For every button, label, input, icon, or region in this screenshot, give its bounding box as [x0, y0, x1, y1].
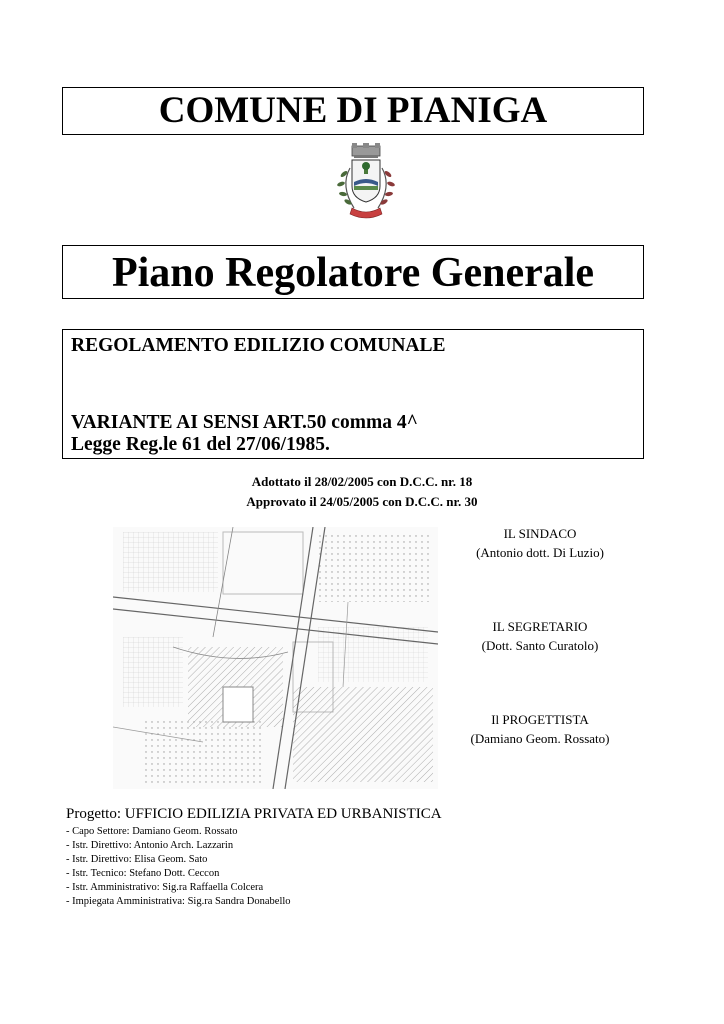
staff-item: - Istr. Tecnico: Stefano Dott. Ceccon [66, 868, 220, 879]
approval-date: Approvato il 24/05/2005 con D.C.C. nr. 30 [246, 494, 478, 509]
signatory-name: (Damiano Geom. Rossato) [470, 731, 610, 746]
signatory-designer [455, 710, 625, 748]
plan-title: Piano Regolatore Generale [111, 250, 595, 296]
staff-item: - Capo Settore: Damiano Geom. Rossato [66, 826, 238, 837]
staff-item: - Impiegata Amministrativa: Sig.ra Sandra Donabello [66, 896, 291, 907]
signatory-role: IL SEGRETARIO [492, 619, 588, 634]
staff-list [66, 825, 291, 909]
municipality-title: COMUNE DI PIANIGA [158, 90, 548, 131]
signatory-secretary [455, 617, 625, 655]
staff-item: - Istr. Direttivo: Elisa Geom. Sato [66, 854, 208, 865]
staff-item: - Istr. Amministrativo: Sig.ra Raffaella Colcera [66, 882, 264, 893]
regulation-law: Legge Reg.le 61 del 27/06/1985. [71, 434, 330, 455]
signatory-name: (Antonio dott. Di Luzio) [476, 545, 604, 560]
staff-item: - Istr. Direttivo: Antonio Arch. Lazzarin [66, 840, 234, 851]
regulation-box [62, 329, 644, 459]
urban-plan-map [113, 527, 438, 789]
project-heading: Progetto: UFFICIO EDILIZIA PRIVATA ED URBANISTICA [66, 806, 442, 822]
municipality-title-box [62, 87, 644, 135]
signatory-mayor [455, 524, 625, 562]
signatory-role: IL SINDACO [503, 526, 577, 541]
adoption-date: Adottato il 28/02/2005 con D.C.C. nr. 18 [251, 474, 473, 489]
plan-title-box [62, 245, 644, 299]
regulation-variant: VARIANTE AI SENSI ART.50 comma 4^ [71, 412, 418, 433]
coat-of-arms-icon [330, 142, 402, 228]
regulation-title: REGOLAMENTO EDILIZIO COMUNALE [71, 335, 446, 356]
signatory-name: (Dott. Santo Curatolo) [481, 638, 599, 653]
signatory-role: Il PROGETTISTA [491, 712, 589, 727]
